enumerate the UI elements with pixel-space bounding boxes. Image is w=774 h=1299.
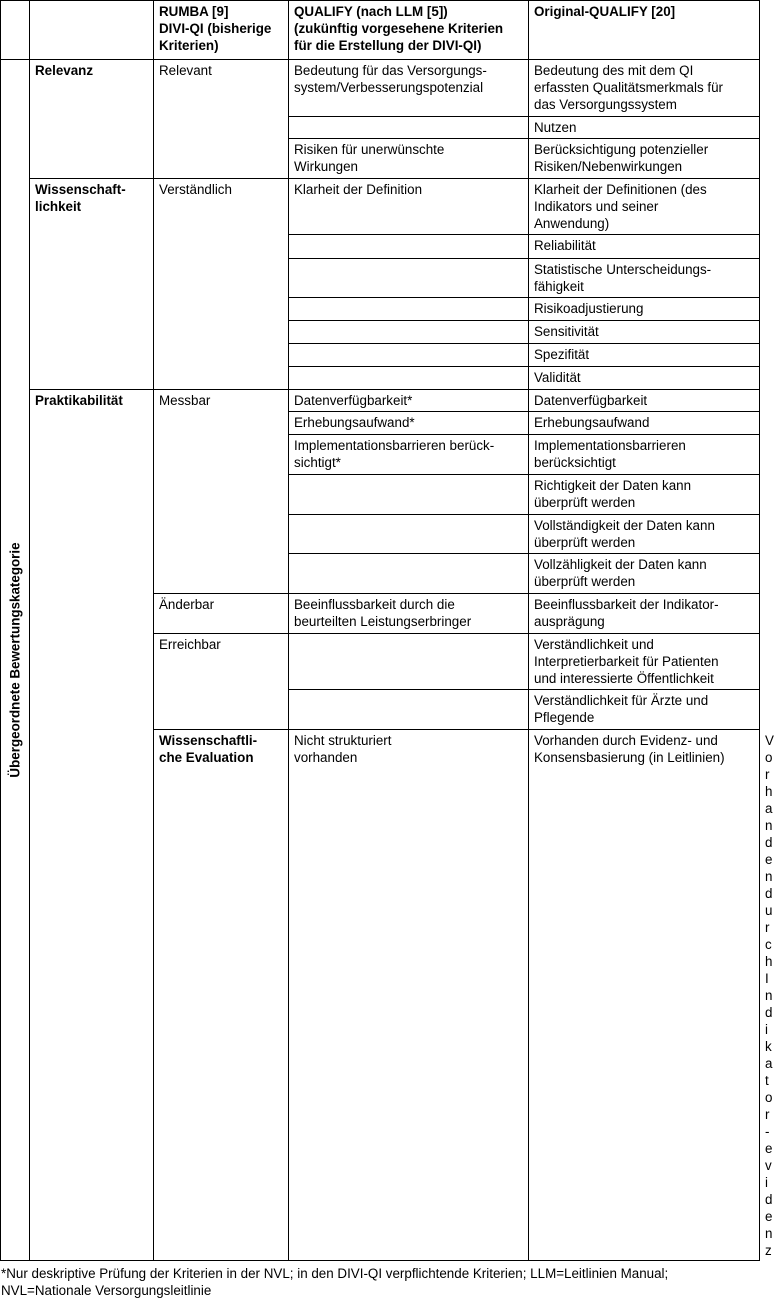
qualify-cell [289, 117, 529, 139]
original-cell: Verständlichkeit und Interpretierbarkeit für Patienten und interessierte Öffentlichkeit [529, 634, 760, 690]
rumba-erreichbar: Erreichbar [154, 634, 289, 730]
qualify-cell [289, 367, 529, 390]
qualify-cell [289, 554, 529, 594]
category-relevanz: Relevanz [30, 60, 154, 179]
rumba-messbar: Messbar [154, 390, 289, 594]
original-cell: Implementationsbarrieren berücksichtigt [529, 435, 760, 475]
table-row [1, 60, 760, 117]
original-cell: Risikoadjustierung [529, 298, 760, 321]
qualify-cell [289, 475, 529, 515]
original-cell: Sensitivität [529, 321, 760, 344]
qualify-cell: Klarheit der Definition [289, 179, 529, 235]
qualify-cell: Vorhanden durch Evidenz- und Konsensbasierung (in Leitlinien) [529, 730, 760, 1261]
footnote: *Nur deskriptive Prüfung der Kriterien in der NVL; in den DIVI-QI verpflichtende Kriterien; LLM=Leitlinien Manual; NVL=Nationale Versorgungsleitlinie [1, 1266, 669, 1298]
original-cell: Beeinflussbarkeit der Indikator- ausprägung [529, 594, 760, 634]
original-cell: Vollständigkeit der Daten kann überprüft werden [529, 515, 760, 554]
rumba-evaluation: Nicht strukturiert vorhanden [289, 730, 529, 1261]
original-cell: Datenverfügbarkeit [529, 390, 760, 412]
original-cell: Erhebungsaufwand [529, 412, 760, 435]
qualify-cell: Datenverfügbarkeit* [289, 390, 529, 412]
qualify-cell [289, 298, 529, 321]
header-qualify-llm: QUALIFY (nach LLM [5]) (zukünftig vorgesehene Kriterien für die Erstellung der DIVI-QI) [289, 1, 529, 60]
qualify-cell: Erhebungsaufwand* [289, 412, 529, 435]
category-praktikabilitaet: Praktikabilität [30, 390, 154, 1261]
qualify-cell: Beeinflussbarkeit durch die beurteilten Leistungserbringer [289, 594, 529, 634]
table-row [1, 179, 760, 235]
vertical-category-cell [1, 60, 30, 1261]
qualify-cell [289, 321, 529, 344]
header-original-qualify: Original-QUALIFY [20] [529, 1, 760, 60]
table-row: Wissenschaftli- che Evaluation Nicht strukturiert vorhanden Vorhanden durch Evidenz- und Konsensbasierung (in Leitlinien) Vorhanden durch Indikator- evidenz [1, 730, 760, 1261]
original-cell: Richtigkeit der Daten kann überprüft werden [529, 475, 760, 515]
original-cell: Reliabilität [529, 235, 760, 259]
vertical-category-label: Übergeordnete Bewertungskategorie [7, 542, 23, 778]
original-cell: Verständlichkeit für Ärzte und Pflegende [529, 690, 760, 730]
original-cell: Nutzen [529, 117, 760, 139]
rumba-relevant: Relevant [154, 60, 289, 179]
header-category-cell [30, 1, 154, 60]
qualify-cell: Implementationsbarrieren berück- sichtigt* [289, 435, 529, 475]
qualify-cell [289, 690, 529, 730]
qualify-cell [289, 344, 529, 367]
original-cell: Validität [529, 367, 760, 390]
table-row [1, 390, 760, 412]
category-evaluation: Wissenschaftli- che Evaluation [154, 730, 289, 1261]
header-corner-cell [1, 1, 30, 60]
original-cell: Bedeutung des mit dem QI erfassten Qualitätsmerkmals für das Versorgungssystem [529, 60, 760, 117]
header-row [1, 1, 760, 60]
original-cell: Spezifität [529, 344, 760, 367]
header-rumba: RUMBA [9] DIVI-QI (bisherige Kriterien) [154, 1, 289, 60]
qualify-cell: Bedeutung für das Versorgungs- system/Verbesserungspotenzial [289, 60, 529, 117]
qualify-cell [289, 634, 529, 690]
qualify-cell: Risiken für unerwünschte Wirkungen [289, 139, 529, 179]
rumba-aenderbar: Änderbar [154, 594, 289, 634]
original-cell: Statistische Unterscheidungs- fähigkeit [529, 259, 760, 298]
original-cell: Vollzähligkeit der Daten kann überprüft werden [529, 554, 760, 594]
original-cell: Klarheit der Definitionen (des Indikators und seiner Anwendung) [529, 179, 760, 235]
rumba-verstaendlich: Verständlich [154, 179, 289, 390]
qualify-cell [289, 515, 529, 554]
qualify-cell [289, 235, 529, 259]
original-cell: Berücksichtigung potenzieller Risiken/Nebenwirkungen [529, 139, 760, 179]
qualify-cell [289, 259, 529, 298]
category-wissenschaftlichkeit: Wissenschaft- lichkeit [30, 179, 154, 390]
